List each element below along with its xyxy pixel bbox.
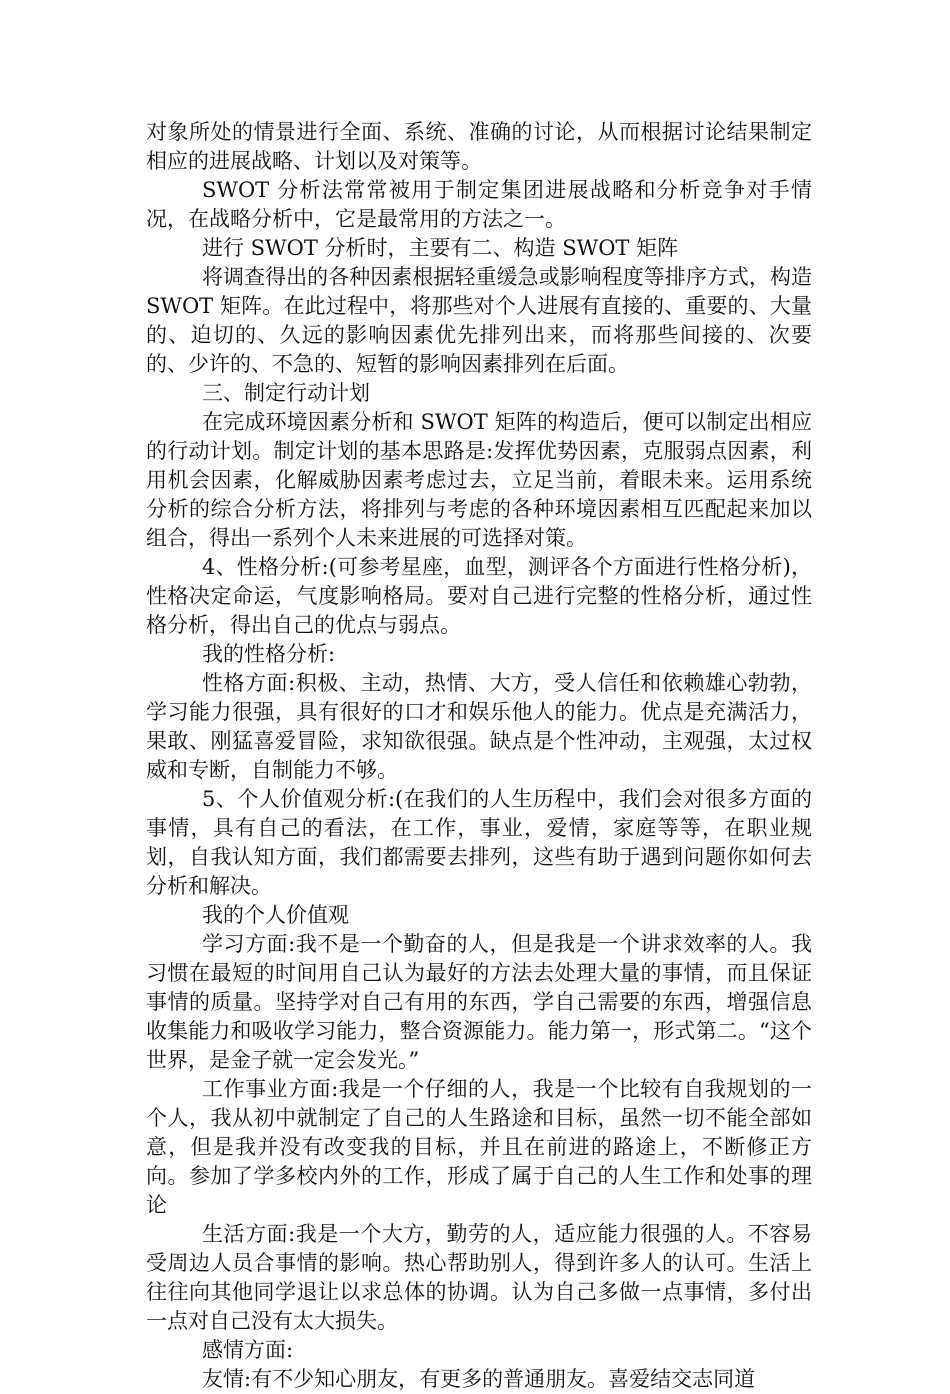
- subheading-emotion: 感情方面:: [202, 1338, 294, 1362]
- paragraph-13: 工作事业方面:我是一个仔细的人，我是一个比较有自我规划的一个人，我从初中就制定了自己的人生路途和目标，虽然一切不能全部如意，但是我并没有改变我的目标，并且在前进的路途上，不断修正方向。参加了学多校内外的工作，形成了属于自己的人生工作和处事的理论: [146, 1077, 812, 1217]
- section-heading-action-plan: 三、制定行动计划: [202, 381, 370, 405]
- paragraph-9: 性格方面:积极、主动，热情、大方，受人信任和依赖雄心勃勃，学习能力很强，具有很好的口才和娱乐他人的能力。优点是充满活力，果敢、刚猛喜爱冒险，求知欲很强。缺点是个性冲动，主观强，太过权威和专断，自制能力不够。: [146, 671, 812, 782]
- paragraph-1: 对象所处的情景进行全面、系统、准确的讨论，从而根据讨论结果制定相应的进展战略、计划以及对策等。: [146, 120, 812, 173]
- paragraph-10: 5、个人价值观分析:(在我们的人生历程中，我们会对很多方面的事情，具有自己的看法，在工作，事业，爱情，家庭等等，在职业规划，自我认知方面，我们都需要去排列，这些有助于遇到问题你如何去分析和解决。: [146, 787, 812, 898]
- paragraph-12: 学习方面:我不是一个勤奋的人，但是我是一个讲求效率的人。我习惯在最短的时间用自己认为最好的方法去处理大量的事情，而且保证事情的质量。坚持学对自己有用的东西，学自己需要的东西，增强信息收集能力和吸收学习能力，整合资源能力。能力第一，形式第二。“这个世界，是金子就一定会发光。”: [146, 932, 812, 1072]
- paragraph-4: 将调查得出的各种因素根据轻重缓急或影响程度等排序方式，构造 SWOT 矩阵。在此过程中，将那些对个人进展有直接的、重要的、大量的、迫切的、久远的影响因素优先排列出来，而将那些间接的、次要的、少许的、不急的、短暂的影响因素排列在后面。: [146, 265, 812, 376]
- paragraph-7: 4、性格分析:(可参考星座，血型，测评各个方面进行性格分析)，性格决定命运，气度影响格局。要对自己进行完整的性格分析，通过性格分析，得出自己的优点与弱点。: [146, 555, 812, 637]
- subheading-values: 我的个人价值观: [202, 903, 349, 927]
- paragraph-3: 进行 SWOT 分析时，主要有二、构造 SWOT 矩阵: [202, 236, 679, 260]
- document-body: [146, 118, 812, 1394]
- paragraph-2: SWOT 分析法常常被用于制定集团进展战略和分析竞争对手情况，在战略分析中，它是最常用的方法之一。: [146, 178, 812, 231]
- paragraph-14: 生活方面:我是一个大方，勤劳的人，适应能力很强的人。不容易受周边人员合事情的影响。热心帮助别人，得到许多人的认可。生活上往往向其他同学退让以求总体的协调。认为自己多做一点事情，多付出一点对自己没有太大损失。: [146, 1222, 812, 1333]
- paragraph-6: 在完成环境因素分析和 SWOT 矩阵的构造后，便可以制定出相应的行动计划。制定计划的基本思路是:发挥优势因素，克服弱点因素，利用机会因素，化解威胁因素考虑过去，立足当前，着眼未来。运用系统分析的综合分析方法，将排列与考虑的各种环境因素相互匹配起来加以组合，得出一系列个人未来进展的可选择对策。: [146, 410, 812, 550]
- paragraph-16: 友情:有不少知心朋友，有更多的普通朋友。喜爱结交志同道: [202, 1367, 756, 1391]
- subheading-personality: 我的性格分析:: [202, 642, 336, 666]
